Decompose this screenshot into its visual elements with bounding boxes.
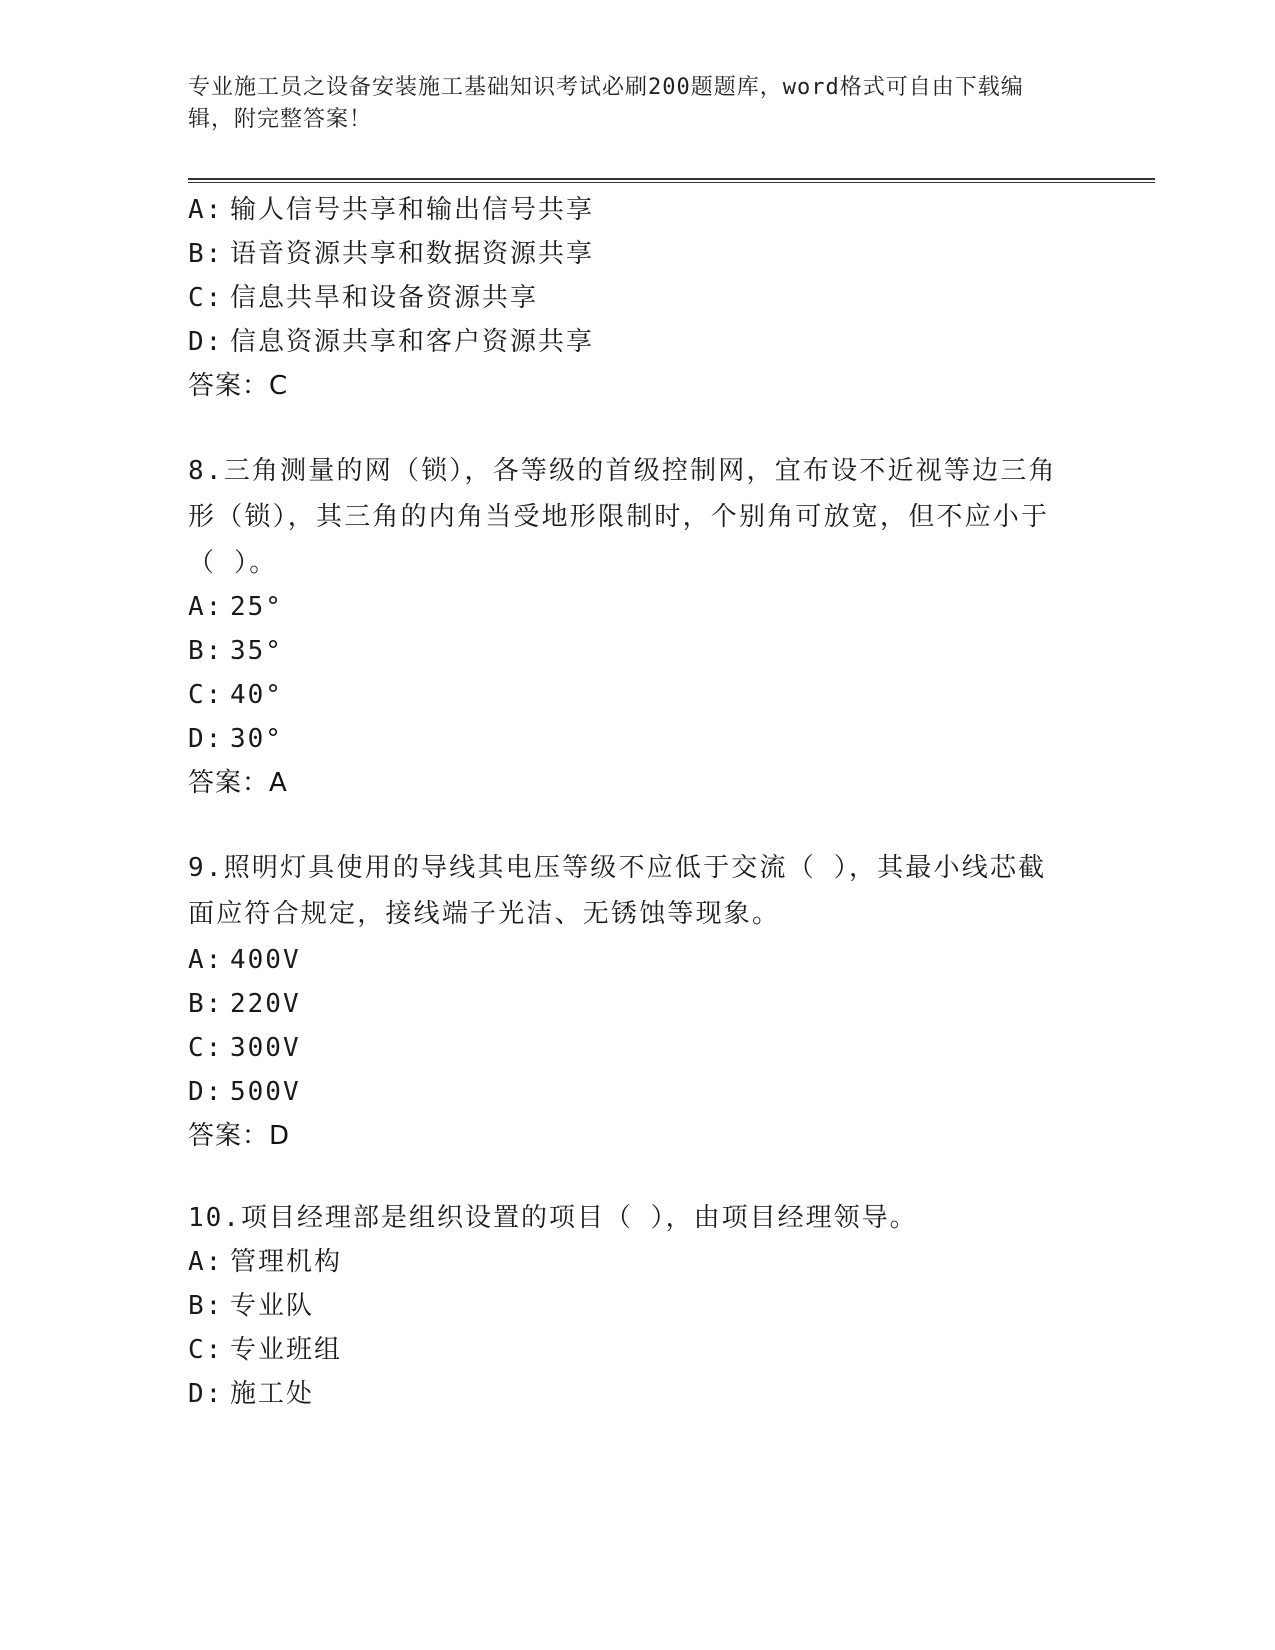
option-text: 信息共旱和设备资源共享 (230, 283, 539, 313)
document-title: 专业施工员之设备安装施工基础知识考试必刷200题题库，word格式可自由下载编辑，附完整答案！ (188, 75, 1024, 132)
option-text: 专业班组 (230, 1335, 343, 1365)
option-letter: D: (188, 327, 224, 357)
answer-line: 答案：D (188, 1121, 291, 1151)
option-text: 30° (230, 724, 283, 754)
option-text: 管理机构 (230, 1247, 343, 1277)
option-letter: C: (188, 1033, 224, 1063)
option-c (188, 680, 283, 710)
option-d (188, 327, 594, 357)
option-c (188, 283, 538, 313)
option-letter: C: (188, 283, 224, 313)
answer-line: 答案：C (188, 371, 289, 401)
option-text: 专业队 (230, 1291, 315, 1321)
option-text: 40° (230, 680, 283, 710)
option-letter: C: (188, 680, 224, 710)
option-b (188, 989, 301, 1019)
option-b (188, 636, 283, 666)
option-text: 500V (230, 1077, 301, 1107)
option-a (188, 945, 301, 975)
option-letter: B: (188, 636, 224, 666)
option-letter: A: (188, 592, 224, 622)
option-letter: D: (188, 1379, 224, 1409)
answer-line: 答案：A (188, 768, 288, 798)
option-b (188, 1291, 314, 1321)
option-text: 25° (230, 592, 283, 622)
option-b (188, 239, 594, 269)
option-letter: A: (188, 195, 224, 225)
option-letter: A: (188, 1247, 224, 1277)
option-text: 35° (230, 636, 283, 666)
header-divider (188, 178, 1155, 183)
option-text: 220V (230, 989, 301, 1019)
option-letter: C: (188, 1335, 224, 1365)
option-text: 400V (230, 945, 301, 975)
question-text: 8.三角测量的网（锁），各等级的首级控制网，宜布设不近视等边三角形（锁），其三角的内角当受地形限制时，个别角可放宽，但不应小于（ ）。 (188, 456, 1057, 578)
option-text: 输人信号共享和输出信号共享 (230, 195, 595, 225)
option-text: 施工处 (230, 1379, 315, 1409)
option-c (188, 1335, 342, 1365)
option-a (188, 592, 283, 622)
question-text: 10.项目经理部是组织设置的项目（ ），由项目经理领导。 (188, 1203, 918, 1233)
option-a (188, 1247, 342, 1277)
option-a (188, 195, 594, 225)
option-letter: B: (188, 989, 224, 1019)
option-text: 300V (230, 1033, 301, 1063)
option-letter: B: (188, 1291, 224, 1321)
option-letter: D: (188, 724, 224, 754)
option-c (188, 1033, 301, 1063)
option-text: 语音资源共享和数据资源共享 (230, 239, 595, 269)
option-text: 信息资源共享和客户资源共享 (230, 327, 595, 357)
option-d (188, 724, 283, 754)
option-letter: A: (188, 945, 224, 975)
option-d (188, 1379, 314, 1409)
option-d (188, 1077, 301, 1107)
question-text: 9.照明灯具使用的导线其电压等级不应低于交流（ ），其最小线芯截面应符合规定，接线端子光洁、无锈蚀等现象。 (188, 853, 1047, 929)
option-letter: D: (188, 1077, 224, 1107)
option-letter: B: (188, 239, 224, 269)
